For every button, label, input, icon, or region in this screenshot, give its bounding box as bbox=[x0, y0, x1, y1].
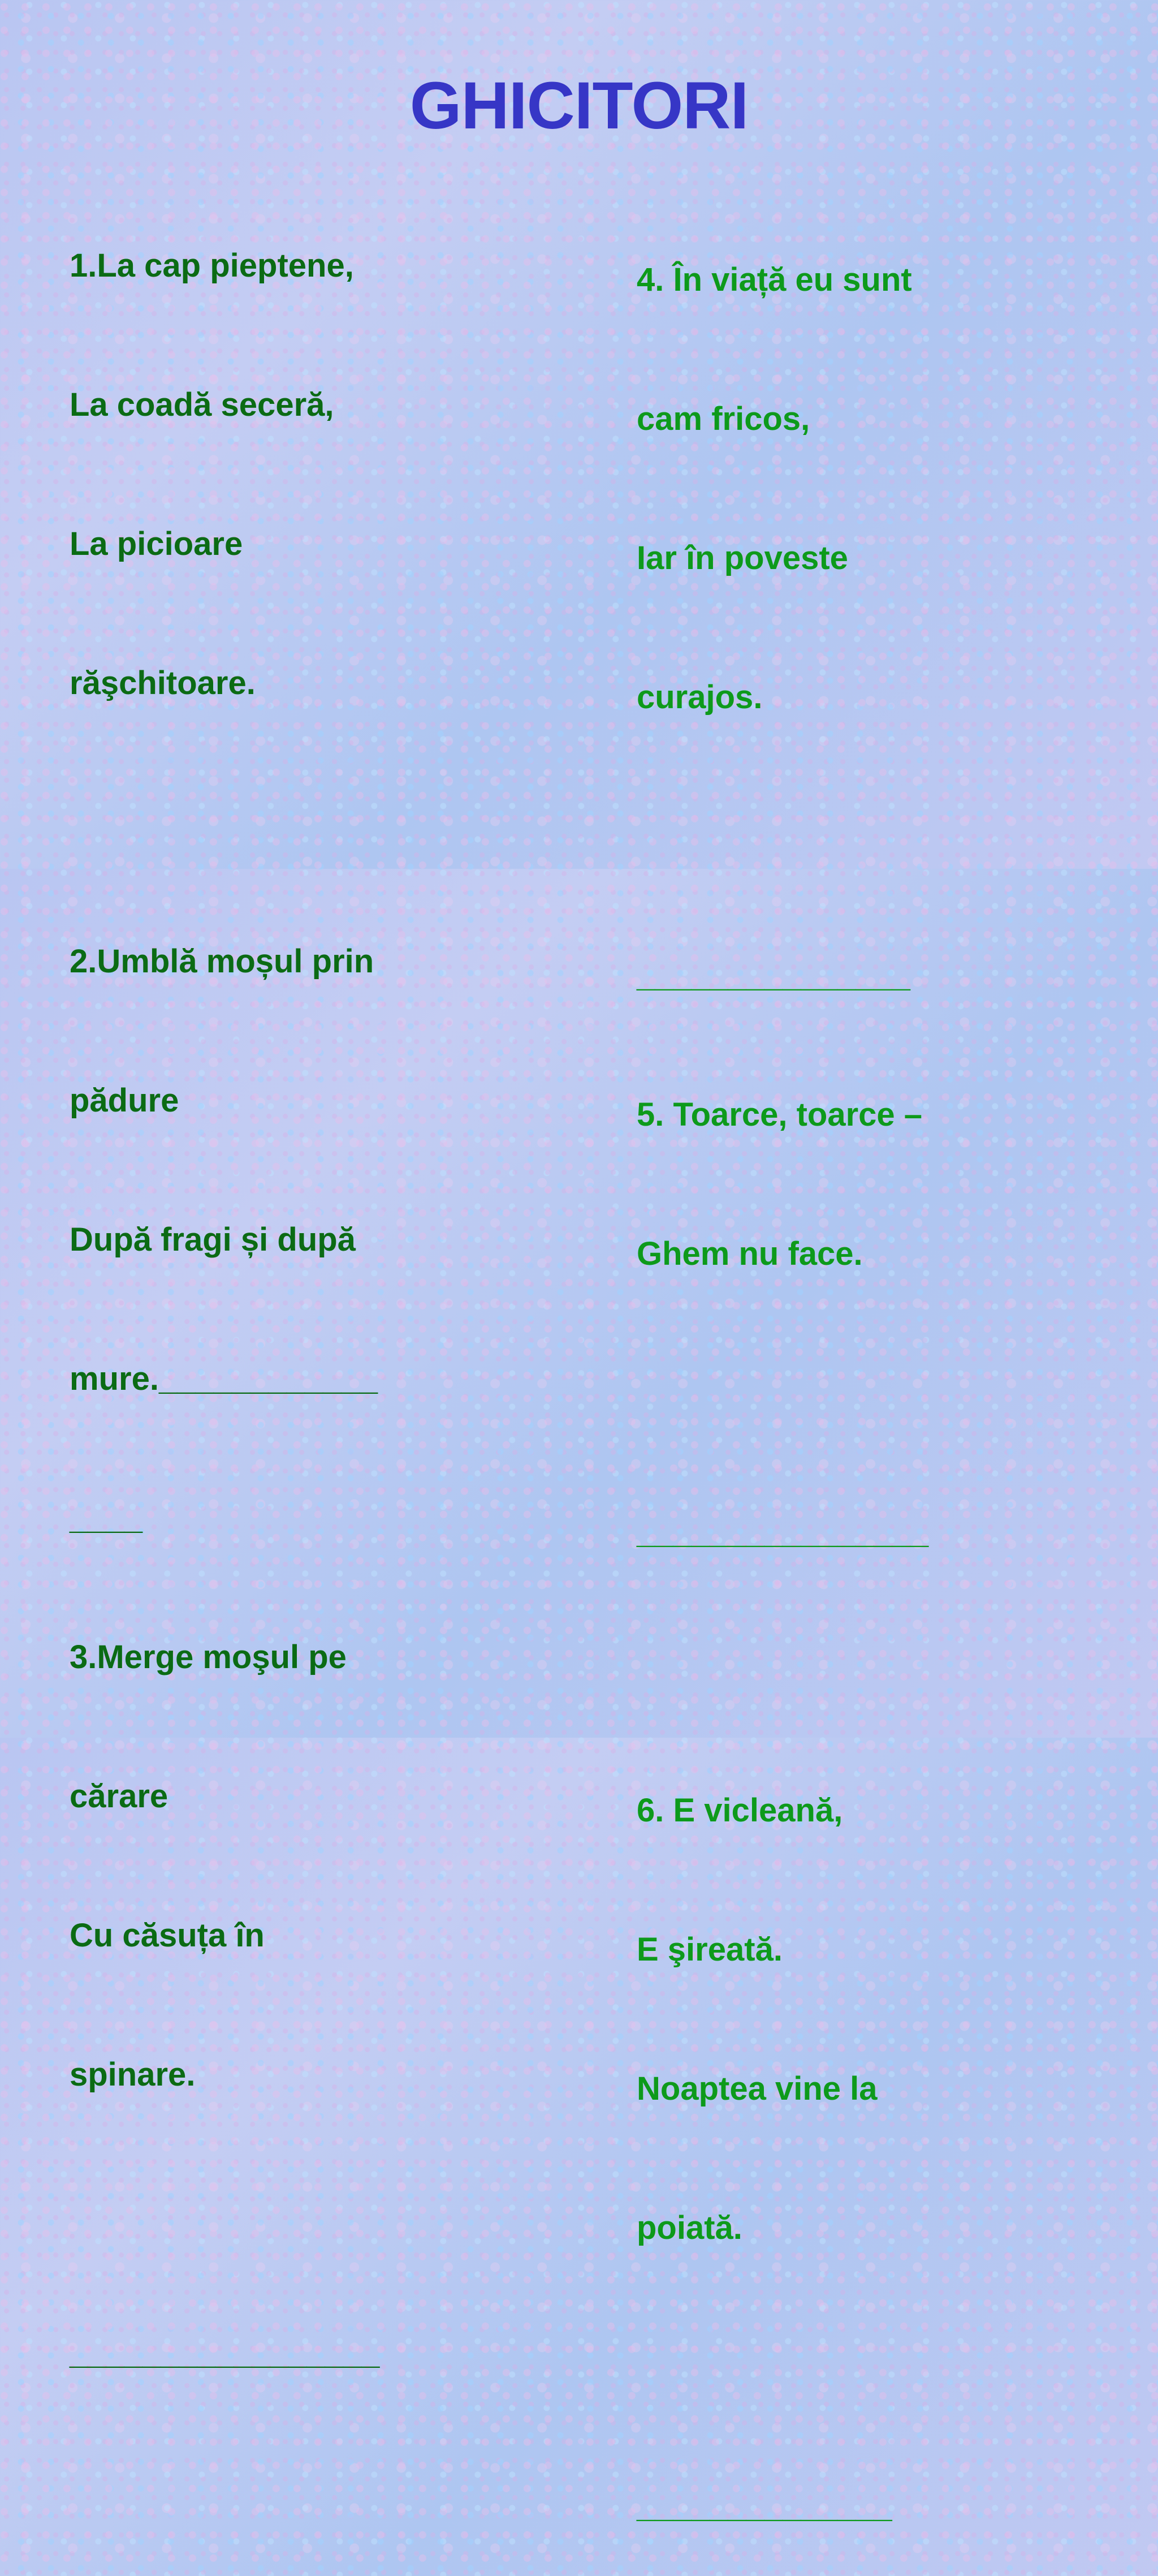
blank-line bbox=[637, 1370, 928, 1416]
riddle-4-line-1: 4. În viață eu sunt bbox=[637, 261, 912, 298]
riddles-right-column bbox=[637, 164, 928, 2576]
riddle-3-line-1: 3.Merge moşul pe bbox=[70, 1639, 347, 1675]
riddle-2-line-2: pădure bbox=[70, 1082, 179, 1119]
page-title: GHICITORI bbox=[409, 68, 749, 143]
answer-blank-6: ______________ bbox=[637, 2488, 892, 2525]
blank-line bbox=[637, 813, 928, 860]
answer-blank-5: ________________ bbox=[637, 1514, 929, 1550]
riddle-6-line-4: poiată. bbox=[637, 2209, 742, 2246]
riddle-5-line-2: Ghem nu face. bbox=[637, 1235, 863, 1272]
riddle-4-line-2: cam fricos, bbox=[637, 400, 810, 437]
riddle-3-line-2: cărare bbox=[70, 1778, 168, 1815]
riddle-4-line-3: Iar în poveste bbox=[637, 540, 848, 576]
riddle-1-line-4: răşchitoare. bbox=[70, 665, 256, 701]
riddle-5-line-1: 5. Toarce, toarce – bbox=[637, 1096, 923, 1133]
riddle-4-line-4: curajos. bbox=[637, 679, 763, 716]
blank-line bbox=[637, 2344, 928, 2390]
riddle-3-line-4: spinare. bbox=[70, 2056, 196, 2093]
riddles-left-column bbox=[70, 150, 379, 2423]
blank-line bbox=[70, 799, 379, 846]
riddle-1-line-2: La coadă seceră, bbox=[70, 386, 334, 423]
blank-line bbox=[637, 1648, 928, 1695]
answer-blank-2: ____ bbox=[70, 1500, 143, 1536]
blank-line bbox=[70, 2191, 379, 2237]
riddle-1-line-1: 1.La cap pieptene, bbox=[70, 247, 354, 284]
riddle-3-line-3: Cu căsuța în bbox=[70, 1917, 265, 1954]
answer-blank-4: _______________ bbox=[637, 957, 910, 994]
riddle-2-line-3: După fragi și după bbox=[70, 1221, 356, 1258]
answer-blank-3: _________________ bbox=[70, 2334, 380, 2371]
riddle-1-line-3: La picioare bbox=[70, 525, 243, 562]
riddle-6-line-3: Noaptea vine la bbox=[637, 2070, 878, 2107]
riddle-6-line-2: E şireată. bbox=[637, 1931, 783, 1968]
riddle-2-line-1: 2.Umblă moșul prin bbox=[70, 943, 374, 980]
riddle-2-line-4: mure.____________ bbox=[70, 1360, 378, 1397]
riddle-6-line-1: 6. E vicleană, bbox=[637, 1792, 843, 1829]
